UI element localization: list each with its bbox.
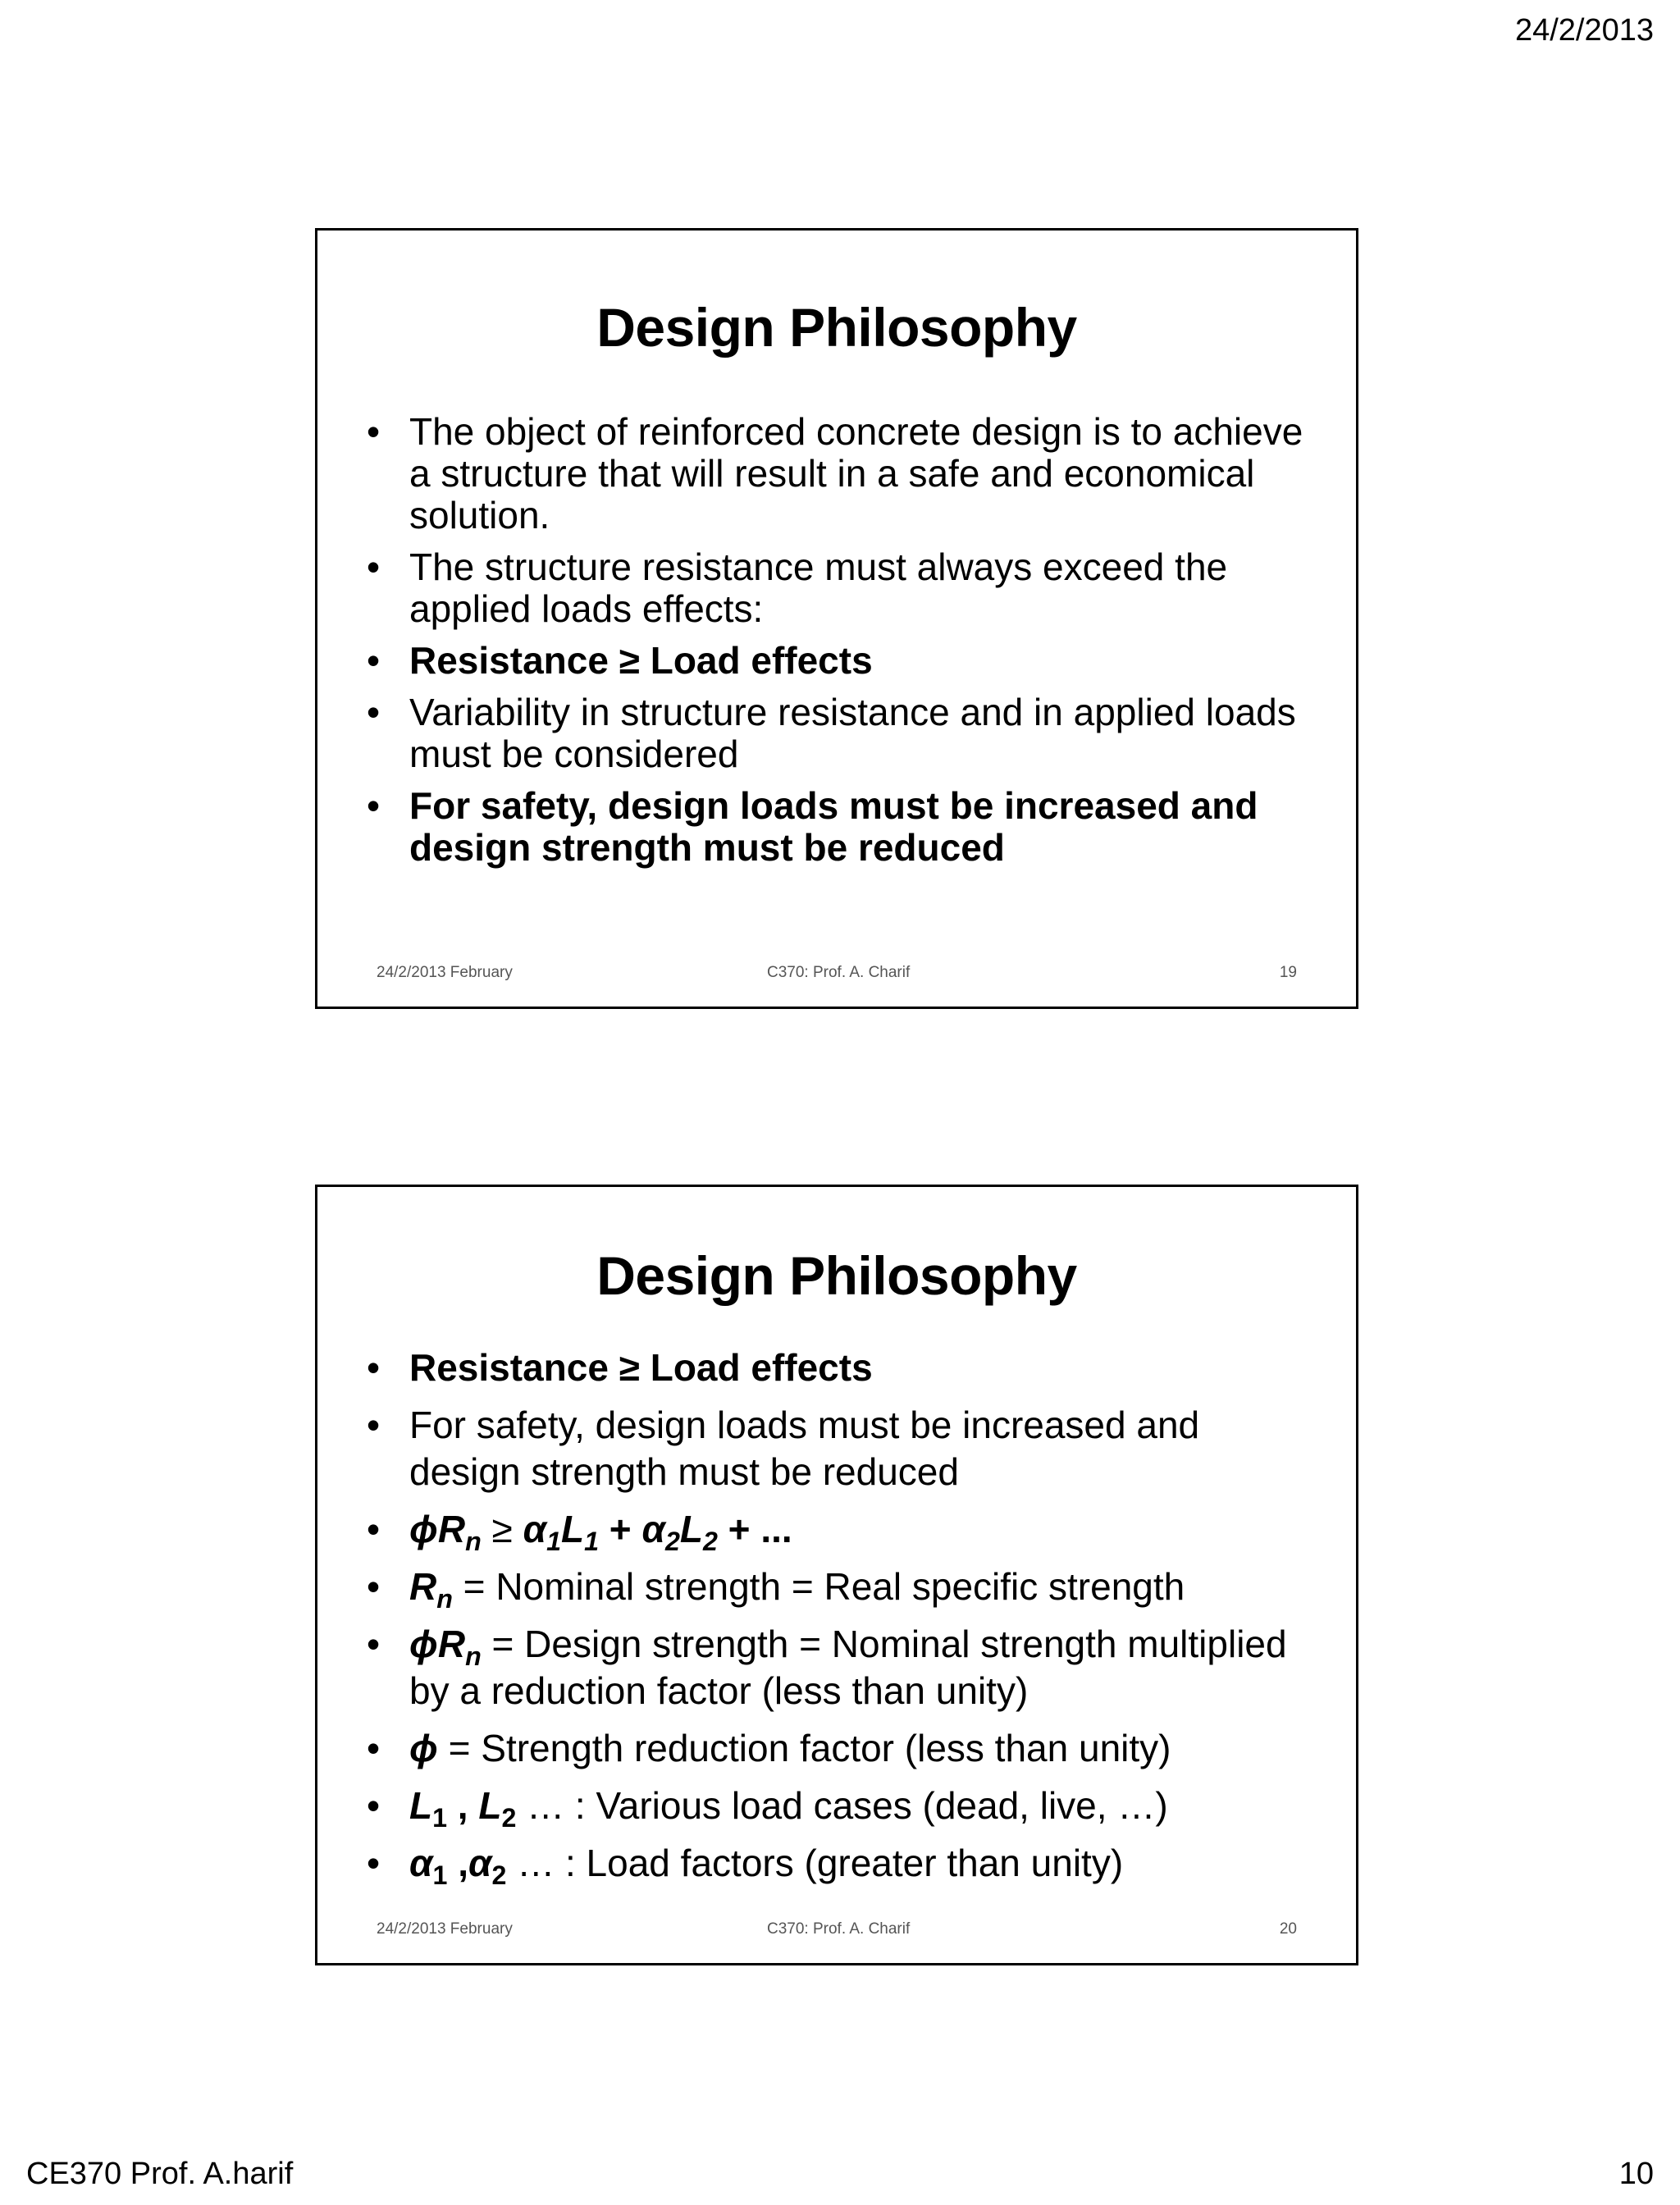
- definition-text: … : Various load cases (dead, live, …): [516, 1784, 1168, 1827]
- slide-20: [315, 1185, 1358, 1965]
- bullet-item: • Resistance ≥ Load effects: [367, 640, 1307, 682]
- bullet-list: [367, 1344, 1315, 1897]
- subscript: 2: [703, 1527, 718, 1557]
- slide-footer-course: C370: Prof. A. Charif: [767, 1920, 911, 1938]
- subscript: 2: [664, 1527, 680, 1557]
- subscript: 2: [491, 1860, 507, 1891]
- slide-footer-date: 24/2/2013 February: [377, 964, 513, 981]
- subscript: 1: [432, 1803, 448, 1833]
- separator: ,: [447, 1842, 468, 1884]
- bullet-item: [367, 1725, 1315, 1772]
- bullet-item: • The object of reinforced concrete design is to achieve a structure that will result in a safe and economical solution.: [367, 411, 1307, 536]
- slide-number: 19: [1279, 964, 1297, 981]
- alpha-symbol: α: [641, 1508, 665, 1550]
- slide-title: Design Philosophy: [596, 1245, 1077, 1306]
- bullet-item: [367, 1621, 1315, 1714]
- slide-19: [315, 228, 1358, 1009]
- definition-text: = Nominal strength = Real specific strength: [452, 1565, 1185, 1608]
- symbol-R: R: [437, 1508, 466, 1550]
- alpha-symbol: α: [523, 1508, 547, 1550]
- symbol-R: R: [409, 1565, 437, 1608]
- bullet-item: • Variability in structure resistance and in applied loads must be considered: [367, 692, 1307, 775]
- slide-footer-course: C370: Prof. A. Charif: [767, 964, 911, 981]
- definition-text: = Strength reduction factor (less than unity): [437, 1727, 1171, 1769]
- operator: +: [599, 1508, 642, 1550]
- bullet-item: • The structure resistance must always exceed the applied loads effects:: [367, 546, 1307, 630]
- slide-footer: [317, 964, 1356, 984]
- subscript: n: [436, 1584, 453, 1614]
- page-date: 24/2/2013: [1514, 13, 1654, 48]
- definition-text: = Design strength = Nominal strength multiplied by a reduction factor (less than unity): [409, 1623, 1287, 1712]
- slide-title: Design Philosophy: [596, 297, 1077, 358]
- phi-symbol: ϕ: [409, 1623, 438, 1665]
- page-number: 10: [1618, 2157, 1654, 2191]
- phi-symbol: ϕ: [409, 1508, 438, 1550]
- symbol-L: L: [409, 1784, 433, 1827]
- symbol-L: L: [478, 1784, 502, 1827]
- symbol-R: R: [437, 1623, 466, 1665]
- bullet-item: [367, 1840, 1315, 1891]
- symbol-L: L: [561, 1508, 585, 1550]
- subscript: 1: [432, 1860, 448, 1891]
- bullet-item-equation: [367, 1506, 1315, 1557]
- equation-tail: + ...: [717, 1508, 792, 1550]
- subscript: 2: [501, 1803, 517, 1833]
- bullet-item: [367, 1564, 1315, 1614]
- bullet-list: [367, 411, 1307, 879]
- subscript: n: [465, 1641, 482, 1672]
- subscript: 1: [546, 1527, 561, 1557]
- definition-text: … : Load factors (greater than unity): [506, 1842, 1124, 1884]
- operator: ≥: [481, 1508, 523, 1550]
- page-footer-course: CE370 Prof. A.harif: [26, 2157, 294, 2191]
- phi-symbol: ϕ: [409, 1727, 438, 1769]
- symbol-L: L: [679, 1508, 703, 1550]
- alpha-symbol: α: [409, 1842, 433, 1884]
- bullet-item: • For safety, design loads must be increased and design strength must be reduced: [367, 785, 1307, 869]
- subscript: 1: [584, 1527, 600, 1557]
- alpha-symbol: α: [468, 1842, 492, 1884]
- slide-footer-date: 24/2/2013 February: [377, 1920, 513, 1938]
- bullet-item: • Resistance ≥ Load effects: [367, 1344, 1315, 1391]
- bullet-item: • For safety, design loads must be increased and design strength must be reduced: [367, 1402, 1315, 1495]
- slide-number: 20: [1279, 1920, 1297, 1938]
- subscript: n: [465, 1527, 482, 1557]
- bullet-item: [367, 1783, 1315, 1833]
- slide-footer: [317, 1920, 1356, 1940]
- separator: ,: [447, 1784, 479, 1827]
